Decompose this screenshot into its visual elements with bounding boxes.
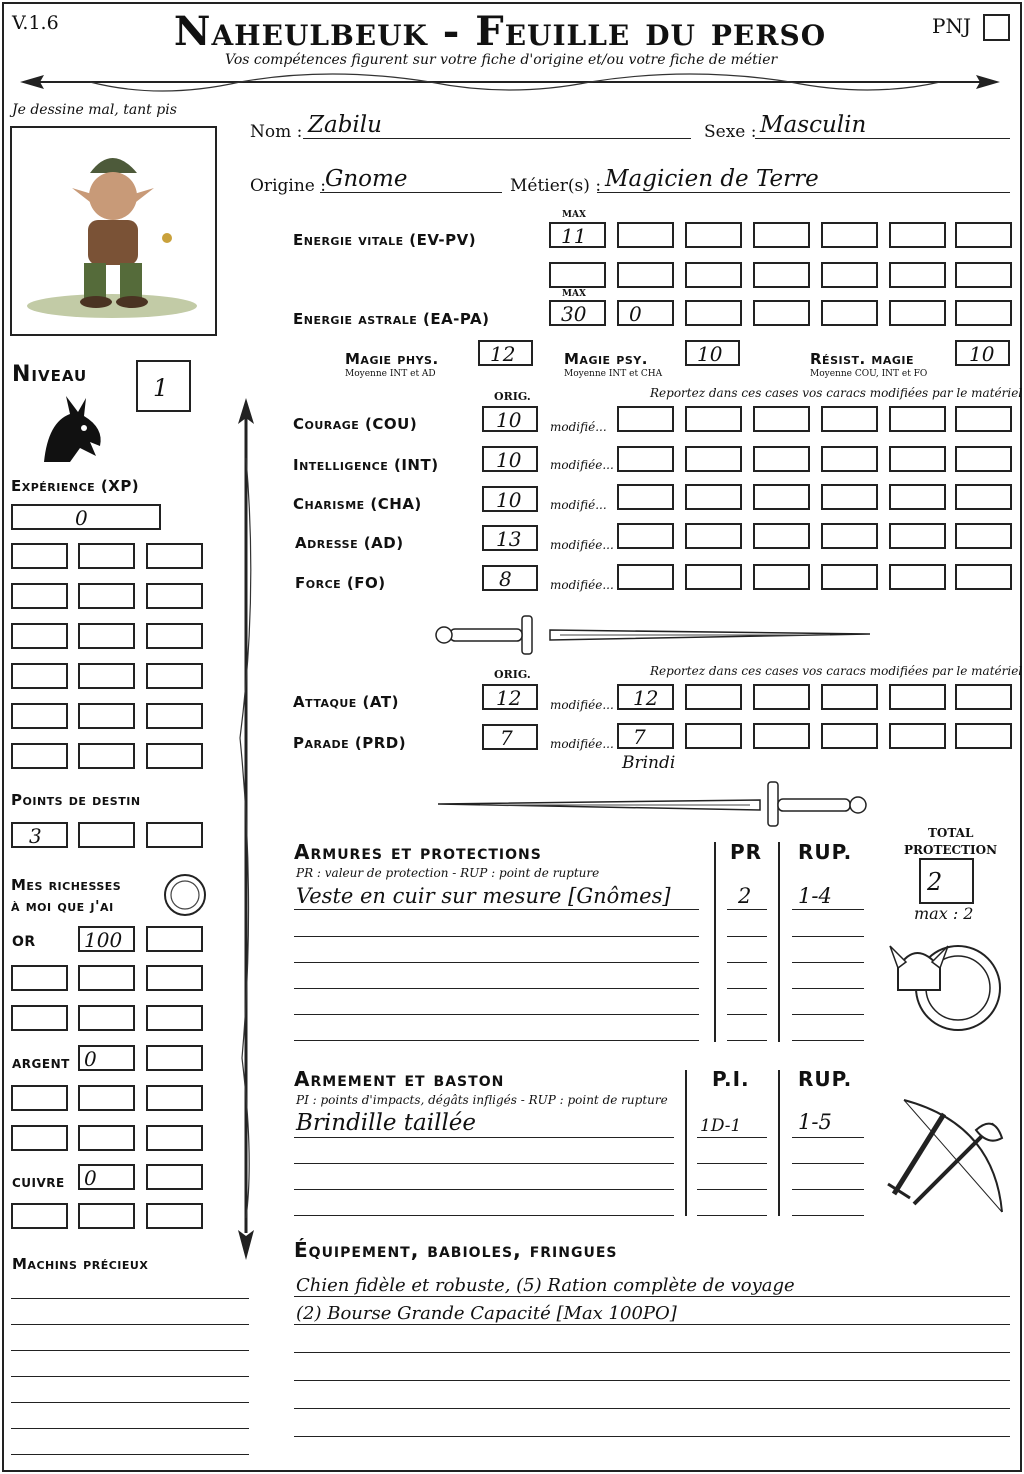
nom-label: Nom : — [250, 122, 303, 142]
sexe-value[interactable]: Masculin — [760, 112, 867, 138]
origine-value[interactable]: Gnome — [325, 166, 408, 192]
coin-icon — [162, 872, 208, 918]
weapons-pi-header: P.I. — [712, 1067, 750, 1091]
carac-orig-value: 10 — [496, 488, 522, 512]
total-protection-label: PROTECTION — [904, 843, 998, 857]
resist-magie-label: Résist. magie — [810, 350, 915, 368]
xp-box[interactable] — [11, 504, 161, 530]
xp-box[interactable] — [146, 743, 203, 769]
ea-max-label: MAX — [562, 289, 586, 299]
cuivre-box[interactable] — [146, 1203, 203, 1229]
equipment-line[interactable]: (2) Bourse Grande Capacité [Max 100PO] — [296, 1303, 677, 1324]
attaque-mod-label: modifiée... — [550, 698, 614, 712]
magie-psy-label: Magie psy. — [564, 350, 648, 368]
carac-label: Courage (COU) — [293, 415, 418, 433]
portrait-caption: Je dessine mal, tant pis — [12, 102, 177, 118]
ev-box[interactable] — [685, 222, 742, 248]
pnj-checkbox[interactable] — [983, 14, 1010, 41]
attaque-mod-box[interactable] — [617, 684, 674, 710]
parade-mod-label: modifiée... — [550, 737, 614, 751]
magie-psy-note: Moyenne INT et CHA — [564, 369, 663, 379]
magie-phys-box[interactable] — [478, 340, 533, 366]
ea-box[interactable] — [753, 300, 810, 326]
carac-mod-label: modifié... — [550, 420, 607, 434]
attaque-label: Attaque (AT) — [293, 693, 399, 711]
weapon-item-pi[interactable]: 1D-1 — [700, 1116, 742, 1136]
carac-mod-label: modifiée... — [550, 458, 614, 472]
carac-mod-box[interactable] — [955, 446, 1012, 472]
ea-current-value: 0 — [629, 302, 642, 326]
destin-box[interactable] — [78, 822, 135, 848]
attaque-mod-value: 12 — [633, 686, 659, 710]
niveau-label: Niveau — [12, 362, 88, 387]
xp-box[interactable] — [78, 583, 135, 609]
parade-mod-box[interactable] — [617, 723, 674, 749]
carac-mod-box[interactable] — [617, 446, 674, 472]
parade-mod-box[interactable] — [685, 723, 742, 749]
gnome-portrait-image — [12, 128, 215, 334]
dragon-icon — [40, 392, 106, 464]
armor-item-rup[interactable]: 1-4 — [798, 884, 832, 908]
or-box[interactable] — [78, 965, 135, 991]
xp-box[interactable] — [146, 663, 203, 689]
metier-label: Métier(s) : — [510, 176, 602, 196]
armor-max-note: max : 2 — [914, 904, 974, 923]
xp-box[interactable] — [11, 703, 68, 729]
attaque-mod-box[interactable] — [685, 684, 742, 710]
carac-mod-box[interactable] — [889, 446, 946, 472]
attaque-mod-box[interactable] — [821, 684, 878, 710]
carac-orig-box[interactable] — [482, 565, 538, 591]
parade-mod-value: 7 — [633, 725, 646, 749]
version-label: V.1.6 — [12, 12, 59, 34]
xp-box[interactable] — [146, 623, 203, 649]
cuivre-box[interactable] — [78, 1203, 135, 1229]
carac-mod-box[interactable] — [889, 484, 946, 510]
xp-box[interactable] — [78, 623, 135, 649]
magie-psy-value: 10 — [697, 342, 723, 366]
or-box[interactable] — [11, 965, 68, 991]
xp-box[interactable] — [146, 703, 203, 729]
ev-max-label: MAX — [562, 210, 586, 220]
xp-box[interactable] — [11, 543, 68, 569]
richesses-label: à moi que j'ai — [11, 897, 114, 915]
or-box[interactable] — [146, 926, 203, 952]
carac-mod-box[interactable] — [955, 523, 1012, 549]
carac-orig-value: 13 — [496, 527, 522, 551]
argent-label: ARGENT — [12, 1057, 70, 1071]
sword-illustration — [430, 610, 880, 660]
argent-box[interactable] — [78, 1125, 135, 1151]
spear-divider — [230, 398, 262, 1260]
parade-orig-box[interactable] — [482, 724, 538, 750]
resist-magie-box[interactable] — [955, 340, 1010, 366]
argent-value: 0 — [84, 1047, 97, 1071]
carac-orig-value: 10 — [496, 408, 522, 432]
nom-value[interactable]: Zabilu — [308, 112, 382, 138]
ea-box[interactable] — [821, 300, 878, 326]
pnj-label: PNJ — [932, 14, 971, 38]
carac-mod-box[interactable] — [753, 523, 810, 549]
weapon-item-rup[interactable]: 1-5 — [798, 1110, 832, 1134]
carac-mod-box[interactable] — [753, 446, 810, 472]
xp-box[interactable] — [11, 583, 68, 609]
carac-mod-box[interactable] — [753, 564, 810, 590]
carac-mod-box[interactable] — [821, 406, 878, 432]
carac-mod-box[interactable] — [685, 406, 742, 432]
ev-box[interactable] — [821, 222, 878, 248]
sheet-title: Naheulbeuk - Feuille du perso — [173, 8, 827, 55]
equipment-title: Équipement, babioles, fringues — [294, 1238, 618, 1262]
carac-mod-box[interactable] — [955, 564, 1012, 590]
carac-mod-box[interactable] — [889, 523, 946, 549]
or-box[interactable] — [78, 926, 135, 952]
destin-box[interactable] — [146, 822, 203, 848]
carac-mod-box[interactable] — [617, 564, 674, 590]
carac-mod-box[interactable] — [889, 564, 946, 590]
armor-item-name[interactable]: Veste en cuir sur mesure [Gnômes] — [296, 884, 671, 908]
argent-box[interactable] — [11, 1125, 68, 1151]
carac-orig-box[interactable] — [482, 486, 538, 512]
carac-orig-box[interactable] — [482, 446, 538, 472]
helmet-shield-icon — [888, 928, 1008, 1038]
parade-orig-value: 7 — [500, 726, 513, 750]
parade-mod-box[interactable] — [753, 723, 810, 749]
combat-orig-label: ORIG. — [494, 668, 531, 681]
ev-max-box[interactable] — [549, 222, 606, 248]
parade-mod-box[interactable] — [821, 723, 878, 749]
richesses-label: Mes richesses — [11, 876, 122, 894]
magie-phys-label: Magie phys. — [345, 350, 439, 368]
resist-magie-value: 10 — [969, 342, 995, 366]
carac-mod-box[interactable] — [685, 446, 742, 472]
metier-value[interactable]: Magicien de Terre — [605, 166, 819, 192]
ev-box[interactable] — [685, 262, 742, 288]
magie-phys-note: Moyenne INT et AD — [345, 369, 436, 379]
weapons-rup-header: RUP. — [798, 1067, 853, 1091]
argent-box[interactable] — [78, 1045, 135, 1071]
crossed-weapons-icon — [884, 1094, 1010, 1218]
weapon-note: Brindi — [622, 753, 676, 773]
sexe-label: Sexe : — [704, 122, 757, 142]
destin-box[interactable] — [11, 822, 68, 848]
carac-mod-label: modifié... — [550, 498, 607, 512]
ea-max-box[interactable] — [549, 300, 606, 326]
cuivre-box[interactable] — [11, 1203, 68, 1229]
xp-box[interactable] — [78, 743, 135, 769]
xp-box[interactable] — [78, 543, 135, 569]
ev-box[interactable] — [889, 222, 946, 248]
machins-label: Machins précieux — [12, 1255, 149, 1273]
armor-title: Armures et protections — [294, 840, 542, 864]
xp-label: Expérience (XP) — [11, 477, 140, 495]
attaque-orig-box[interactable] — [482, 684, 538, 710]
attaque-orig-value: 12 — [496, 686, 522, 710]
total-protection-box[interactable] — [919, 858, 974, 904]
cuivre-label: CUIVRE — [12, 1176, 65, 1190]
or-label: OR — [12, 934, 36, 950]
carac-mod-label: modifiée... — [550, 538, 614, 552]
sword-illustration — [430, 776, 880, 832]
ea-box[interactable] — [955, 300, 1012, 326]
total-protection-value: 2 — [927, 868, 943, 896]
combat-report-note: Reportez dans ces cases vos caracs modifiées par le matériel — [650, 664, 1023, 678]
ea-box[interactable] — [889, 300, 946, 326]
carac-mod-box[interactable] — [821, 523, 878, 549]
carac-mod-box[interactable] — [685, 564, 742, 590]
ev-label: Energie vitale (EV-PV) — [293, 231, 477, 249]
caracs-report-note: Reportez dans ces cases vos caracs modifiées par le matériel — [650, 386, 1023, 400]
ev-box[interactable] — [889, 262, 946, 288]
weapons-note: PI : points d'impacts, dégâts infligés - RUP : point de rupture — [296, 1093, 668, 1107]
xp-value: 0 — [75, 506, 88, 530]
argent-box[interactable] — [11, 1085, 68, 1111]
carac-mod-box[interactable] — [821, 564, 878, 590]
armor-note: PR : valeur de protection - RUP : point de rupture — [296, 866, 600, 880]
weapons-title: Armement et baston — [294, 1067, 505, 1091]
ev-box[interactable] — [821, 262, 878, 288]
xp-box[interactable] — [146, 543, 203, 569]
ev-box[interactable] — [753, 222, 810, 248]
or-value: 100 — [84, 928, 123, 952]
ea-max-value: 30 — [561, 302, 587, 326]
argent-box[interactable] — [146, 1085, 203, 1111]
carac-label: Adresse (AD) — [295, 534, 404, 552]
equipment-line[interactable]: Chien fidèle et robuste, (5) Ration complète de voyage — [296, 1275, 795, 1296]
header-spear-divider — [10, 68, 1010, 104]
armor-item-pr[interactable]: 2 — [738, 884, 752, 908]
destin-label: Points de destin — [11, 791, 141, 809]
xp-box[interactable] — [11, 743, 68, 769]
armor-rup-header: RUP. — [798, 840, 853, 864]
resist-magie-note: Moyenne COU, INT et FO — [810, 369, 928, 379]
or-box[interactable] — [146, 965, 203, 991]
ea-current-box[interactable] — [617, 300, 674, 326]
ea-label: Energie astrale (EA-PA) — [293, 310, 490, 328]
origine-label: Origine : — [250, 176, 326, 196]
argent-box[interactable] — [146, 1125, 203, 1151]
caracs-orig-label: ORIG. — [494, 390, 531, 403]
parade-label: Parade (PRD) — [293, 734, 407, 752]
ev-box[interactable] — [549, 262, 606, 288]
weapon-item-name[interactable]: Brindille taillée — [296, 1110, 477, 1136]
ev-box[interactable] — [753, 262, 810, 288]
ev-box[interactable] — [955, 222, 1012, 248]
carac-label: Force (FO) — [295, 574, 386, 592]
cuivre-box[interactable] — [78, 1164, 135, 1190]
carac-mod-box[interactable] — [889, 406, 946, 432]
carac-orig-box[interactable] — [482, 525, 538, 551]
carac-mod-box[interactable] — [617, 523, 674, 549]
ev-box[interactable] — [617, 222, 674, 248]
niveau-box[interactable] — [136, 360, 191, 412]
niveau-value: 1 — [153, 374, 169, 402]
carac-orig-box[interactable] — [482, 406, 538, 432]
cuivre-box[interactable] — [146, 1164, 203, 1190]
or-box[interactable] — [146, 1005, 203, 1031]
or-box[interactable] — [11, 1005, 68, 1031]
magie-psy-box[interactable] — [685, 340, 740, 366]
carac-label: Intelligence (INT) — [293, 456, 439, 474]
armor-pr-header: PR — [730, 840, 763, 864]
argent-box[interactable] — [146, 1045, 203, 1071]
parade-mod-box[interactable] — [955, 723, 1012, 749]
xp-box[interactable] — [146, 583, 203, 609]
ev-box[interactable] — [955, 262, 1012, 288]
carac-label: Charisme (CHA) — [293, 495, 422, 513]
attaque-mod-box[interactable] — [889, 684, 946, 710]
carac-orig-value: 8 — [499, 567, 512, 591]
ea-box[interactable] — [685, 300, 742, 326]
parade-mod-box[interactable] — [889, 723, 946, 749]
carac-mod-box[interactable] — [821, 484, 878, 510]
ev-box[interactable] — [617, 262, 674, 288]
xp-box[interactable] — [11, 623, 68, 649]
xp-box[interactable] — [11, 663, 68, 689]
carac-mod-box[interactable] — [753, 406, 810, 432]
argent-box[interactable] — [78, 1085, 135, 1111]
destin-value: 3 — [29, 824, 42, 848]
cuivre-value: 0 — [84, 1166, 97, 1190]
carac-mod-box[interactable] — [685, 484, 742, 510]
attaque-mod-box[interactable] — [753, 684, 810, 710]
portrait-frame — [10, 126, 217, 336]
sheet-subtitle: Vos compétences figurent sur votre fiche d'origine et/ou votre fiche de métier — [225, 52, 778, 68]
total-protection-label: TOTAL — [928, 826, 974, 840]
carac-mod-box[interactable] — [821, 446, 878, 472]
carac-mod-box[interactable] — [617, 484, 674, 510]
carac-mod-label: modifiée... — [550, 578, 614, 592]
carac-mod-box[interactable] — [955, 406, 1012, 432]
xp-box[interactable] — [78, 663, 135, 689]
magie-phys-value: 12 — [490, 342, 516, 366]
xp-box[interactable] — [78, 703, 135, 729]
carac-mod-box[interactable] — [753, 484, 810, 510]
attaque-mod-box[interactable] — [955, 684, 1012, 710]
carac-mod-box[interactable] — [955, 484, 1012, 510]
carac-mod-box[interactable] — [685, 523, 742, 549]
ev-max-value: 11 — [561, 224, 587, 248]
carac-orig-value: 10 — [496, 448, 522, 472]
or-box[interactable] — [78, 1005, 135, 1031]
carac-mod-box[interactable] — [617, 406, 674, 432]
